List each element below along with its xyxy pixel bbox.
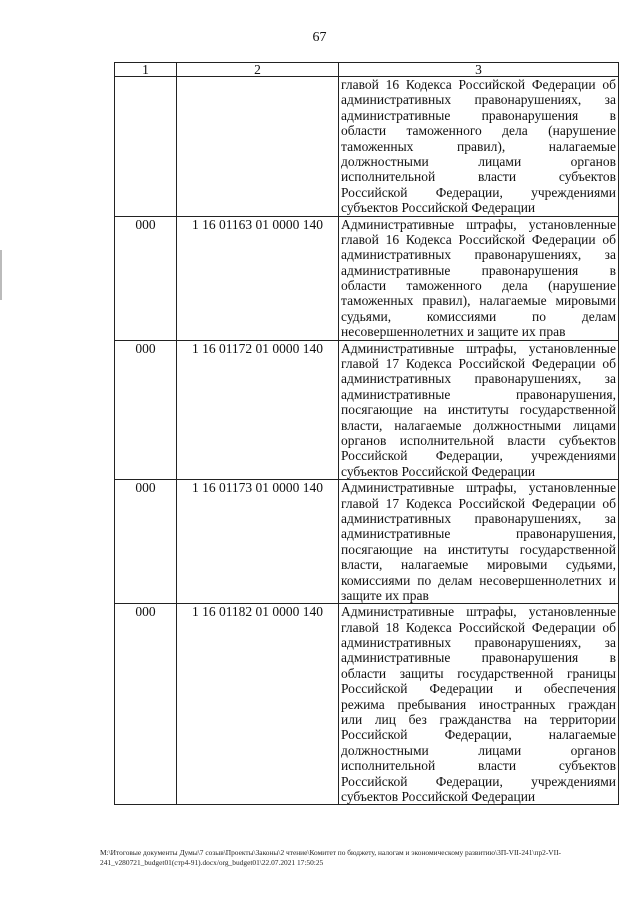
description-line: Российской Федерации и обеспечения bbox=[341, 681, 616, 697]
admin-code-cell: 000 bbox=[115, 216, 177, 340]
description-cell bbox=[339, 340, 619, 480]
page-number: 67 bbox=[312, 30, 327, 45]
description-line: Административные штрафы, установленные bbox=[341, 480, 616, 496]
table-header-row bbox=[115, 63, 619, 77]
description-line: Административные штрафы, установленные bbox=[341, 216, 616, 232]
admin-code-cell: 000 bbox=[115, 604, 177, 805]
budget-code-cell: 1 16 01173 01 0000 140 bbox=[177, 480, 339, 604]
description-line: административных правонарушениях, за bbox=[341, 635, 616, 651]
description-line: Административные штрафы, установленные bbox=[341, 604, 616, 620]
description-line: административных правонарушениях, за bbox=[341, 92, 616, 108]
description-line: административные правонарушения в bbox=[341, 650, 616, 666]
budget-code-cell bbox=[177, 77, 339, 217]
budget-classification-table bbox=[114, 62, 619, 805]
description-line: области таможенного дела (нарушение bbox=[341, 123, 616, 139]
description-line: области таможенного дела (нарушение bbox=[341, 278, 616, 294]
footer-path-line-2: 241_v280721_budget01(стр4-91).docx/org_budget01\22.07.2021 17:50:25 bbox=[100, 858, 324, 867]
column-header-2: 2 bbox=[177, 63, 339, 77]
description-line: комиссиями по делам несовершеннолетних и bbox=[341, 572, 616, 588]
budget-code-cell: 1 16 01182 01 0000 140 bbox=[177, 604, 339, 805]
description-line: области защиты государственной границы bbox=[341, 665, 616, 681]
column-header-1: 1 bbox=[115, 63, 177, 77]
description-line: главой 16 Кодекса Российской Федерации об bbox=[341, 77, 616, 92]
description-cell bbox=[339, 480, 619, 604]
budget-code-cell: 1 16 01163 01 0000 140 bbox=[177, 216, 339, 340]
description-line: Российской Федерации, налагаемые bbox=[341, 727, 616, 743]
description-line: посягающие на институты государственной bbox=[341, 541, 616, 557]
admin-code-cell: 000 bbox=[115, 340, 177, 480]
description-line: Российской Федерации, учреждениями bbox=[341, 448, 616, 464]
table-row bbox=[115, 77, 619, 217]
description-cell bbox=[339, 604, 619, 805]
description-line: несовершеннолетних и защите их прав bbox=[341, 324, 566, 340]
description-line: власти, налагаемые мировыми судьями, bbox=[341, 557, 616, 573]
budget-code-cell: 1 16 01172 01 0000 140 bbox=[177, 340, 339, 480]
description-line: главой 17 Кодекса Российской Федерации об bbox=[341, 356, 616, 372]
description-line: режима пребывания иностранных граждан bbox=[341, 696, 616, 712]
description-line: органов исполнительной власти субъектов bbox=[341, 432, 616, 448]
description-cell bbox=[339, 77, 619, 217]
footer-path-line-1: M:\Итоговые документы Думы\7 созыв\Проекты\Законы\2 чтение\Комитет по бюджету, налогам и экономическому развитию\3П-VII-241\пр2-VII- bbox=[100, 848, 562, 857]
description-line: таможенных правил), налагаемые bbox=[341, 138, 616, 154]
description-line: Российской Федерации, учреждениями bbox=[341, 773, 616, 789]
admin-code-cell: 000 bbox=[115, 480, 177, 604]
description-line: исполнительной власти субъектов bbox=[341, 758, 616, 774]
description-line: власти, налагаемые должностными лицами bbox=[341, 417, 616, 433]
table-row bbox=[115, 480, 619, 604]
description-line: или лиц без гражданства на территории bbox=[341, 712, 616, 728]
description-line: защите их прав bbox=[341, 587, 429, 603]
description-line: посягающие на институты государственной bbox=[341, 402, 616, 418]
description-line: административные правонарушения, bbox=[341, 526, 616, 542]
description-line: главой 16 Кодекса Российской Федерации об bbox=[341, 231, 616, 247]
description-line: субъектов Российской Федерации bbox=[341, 788, 536, 804]
description-line: административные правонарушения, bbox=[341, 386, 616, 402]
description-line: административных правонарушениях, за bbox=[341, 247, 616, 263]
table-row bbox=[115, 340, 619, 480]
description-line: должностными лицами органов bbox=[341, 742, 616, 758]
description-line: Российской Федерации, учреждениями bbox=[341, 184, 616, 200]
table-row bbox=[115, 604, 619, 805]
description-line: таможенных правил), налагаемые мировыми bbox=[341, 293, 616, 309]
description-line: должностными лицами органов bbox=[341, 153, 616, 169]
description-line: главой 18 Кодекса Российской Федерации об bbox=[341, 619, 616, 635]
description-line: административные правонарушения в bbox=[341, 107, 616, 123]
description-line: Административные штрафы, установленные bbox=[341, 340, 616, 356]
description-line: судьями, комиссиями по делам bbox=[341, 308, 616, 324]
table-row bbox=[115, 216, 619, 340]
admin-code-cell bbox=[115, 77, 177, 217]
description-line: административных правонарушениях, за bbox=[341, 371, 616, 387]
description-line: субъектов Российской Федерации bbox=[341, 463, 536, 479]
description-line: исполнительной власти субъектов bbox=[341, 169, 616, 185]
description-line: административные правонарушения в bbox=[341, 262, 616, 278]
scan-margin-mark bbox=[0, 250, 2, 300]
table-body bbox=[115, 77, 619, 805]
description-line: субъектов Российской Федерации bbox=[341, 200, 536, 216]
column-header-3: 3 bbox=[339, 63, 619, 77]
document-footer bbox=[100, 848, 620, 868]
description-line: административных правонарушениях, за bbox=[341, 510, 616, 526]
description-line: главой 17 Кодекса Российской Федерации об bbox=[341, 495, 616, 511]
description-cell bbox=[339, 216, 619, 340]
